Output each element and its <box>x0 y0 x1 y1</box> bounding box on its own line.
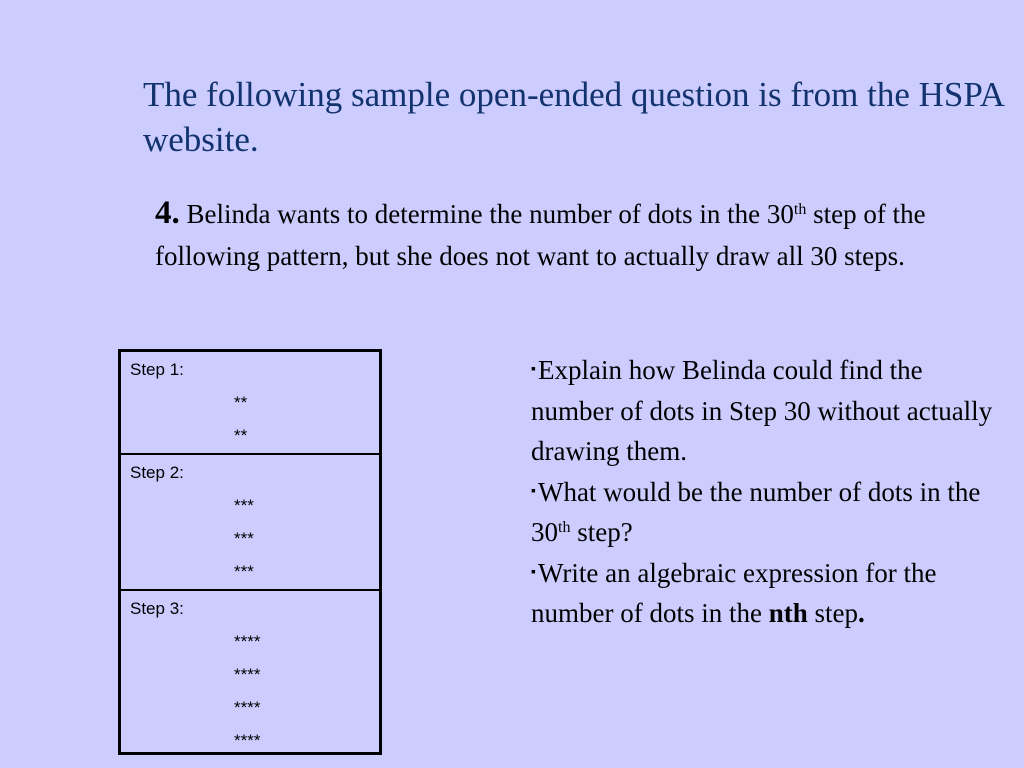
bullet-text: step? <box>570 517 633 547</box>
dot-rows <box>234 386 247 452</box>
bullet-text: step <box>807 598 858 628</box>
dot-row: **** <box>234 665 261 684</box>
bullet-marker: ▪ <box>531 362 536 377</box>
bullet-text: Explain how Belinda could find the number of dots in Step 30 without actually drawing them. <box>531 355 993 466</box>
dot-row: *** <box>234 496 254 515</box>
dot-row: **** <box>234 632 261 651</box>
dot-row: **** <box>234 698 261 717</box>
bullet-item-3 <box>531 553 1001 634</box>
dot-row: ** <box>234 426 248 445</box>
bullet-text: What would be the number of dots in the 30 <box>531 476 981 547</box>
bullet-bold-period: . <box>858 598 865 628</box>
step-label: Step 1: <box>130 360 184 379</box>
dot-rows <box>234 489 254 588</box>
dot-rows <box>234 625 260 757</box>
step-label: Step 3: <box>130 599 184 618</box>
question-superscript: th <box>793 201 807 218</box>
dot-row: ** <box>234 393 248 412</box>
step-cell-2 <box>121 455 379 591</box>
step-cell-3 <box>121 591 379 752</box>
slide-heading: The following sample open-ended question is from the HSPA website. <box>143 75 1003 159</box>
dot-row: *** <box>234 529 254 548</box>
dot-row: **** <box>234 731 261 750</box>
pattern-table <box>118 349 382 755</box>
bullet-marker: ▪ <box>531 564 536 580</box>
bullet-bold-text: nth <box>768 598 808 628</box>
bullet-list <box>531 350 1001 634</box>
bullet-item-1 <box>531 350 1001 472</box>
question-number: 4. <box>155 195 180 231</box>
bullet-superscript: th <box>558 519 571 536</box>
bullet-marker: ▪ <box>531 483 536 499</box>
question-text-part1: Belinda wants to determine the number of dots in the 30 <box>179 199 794 229</box>
question-text-part2: step of the following pattern, but she does not want to actually draw all 30 steps. <box>155 199 926 271</box>
bullet-text: Write an algebraic expression for the number of dots in the <box>531 557 937 628</box>
step-cell-1 <box>121 352 379 455</box>
step-label: Step 2: <box>130 463 184 482</box>
bullet-item-2 <box>531 472 1001 553</box>
dot-row: *** <box>234 562 254 581</box>
question-text <box>155 192 955 277</box>
